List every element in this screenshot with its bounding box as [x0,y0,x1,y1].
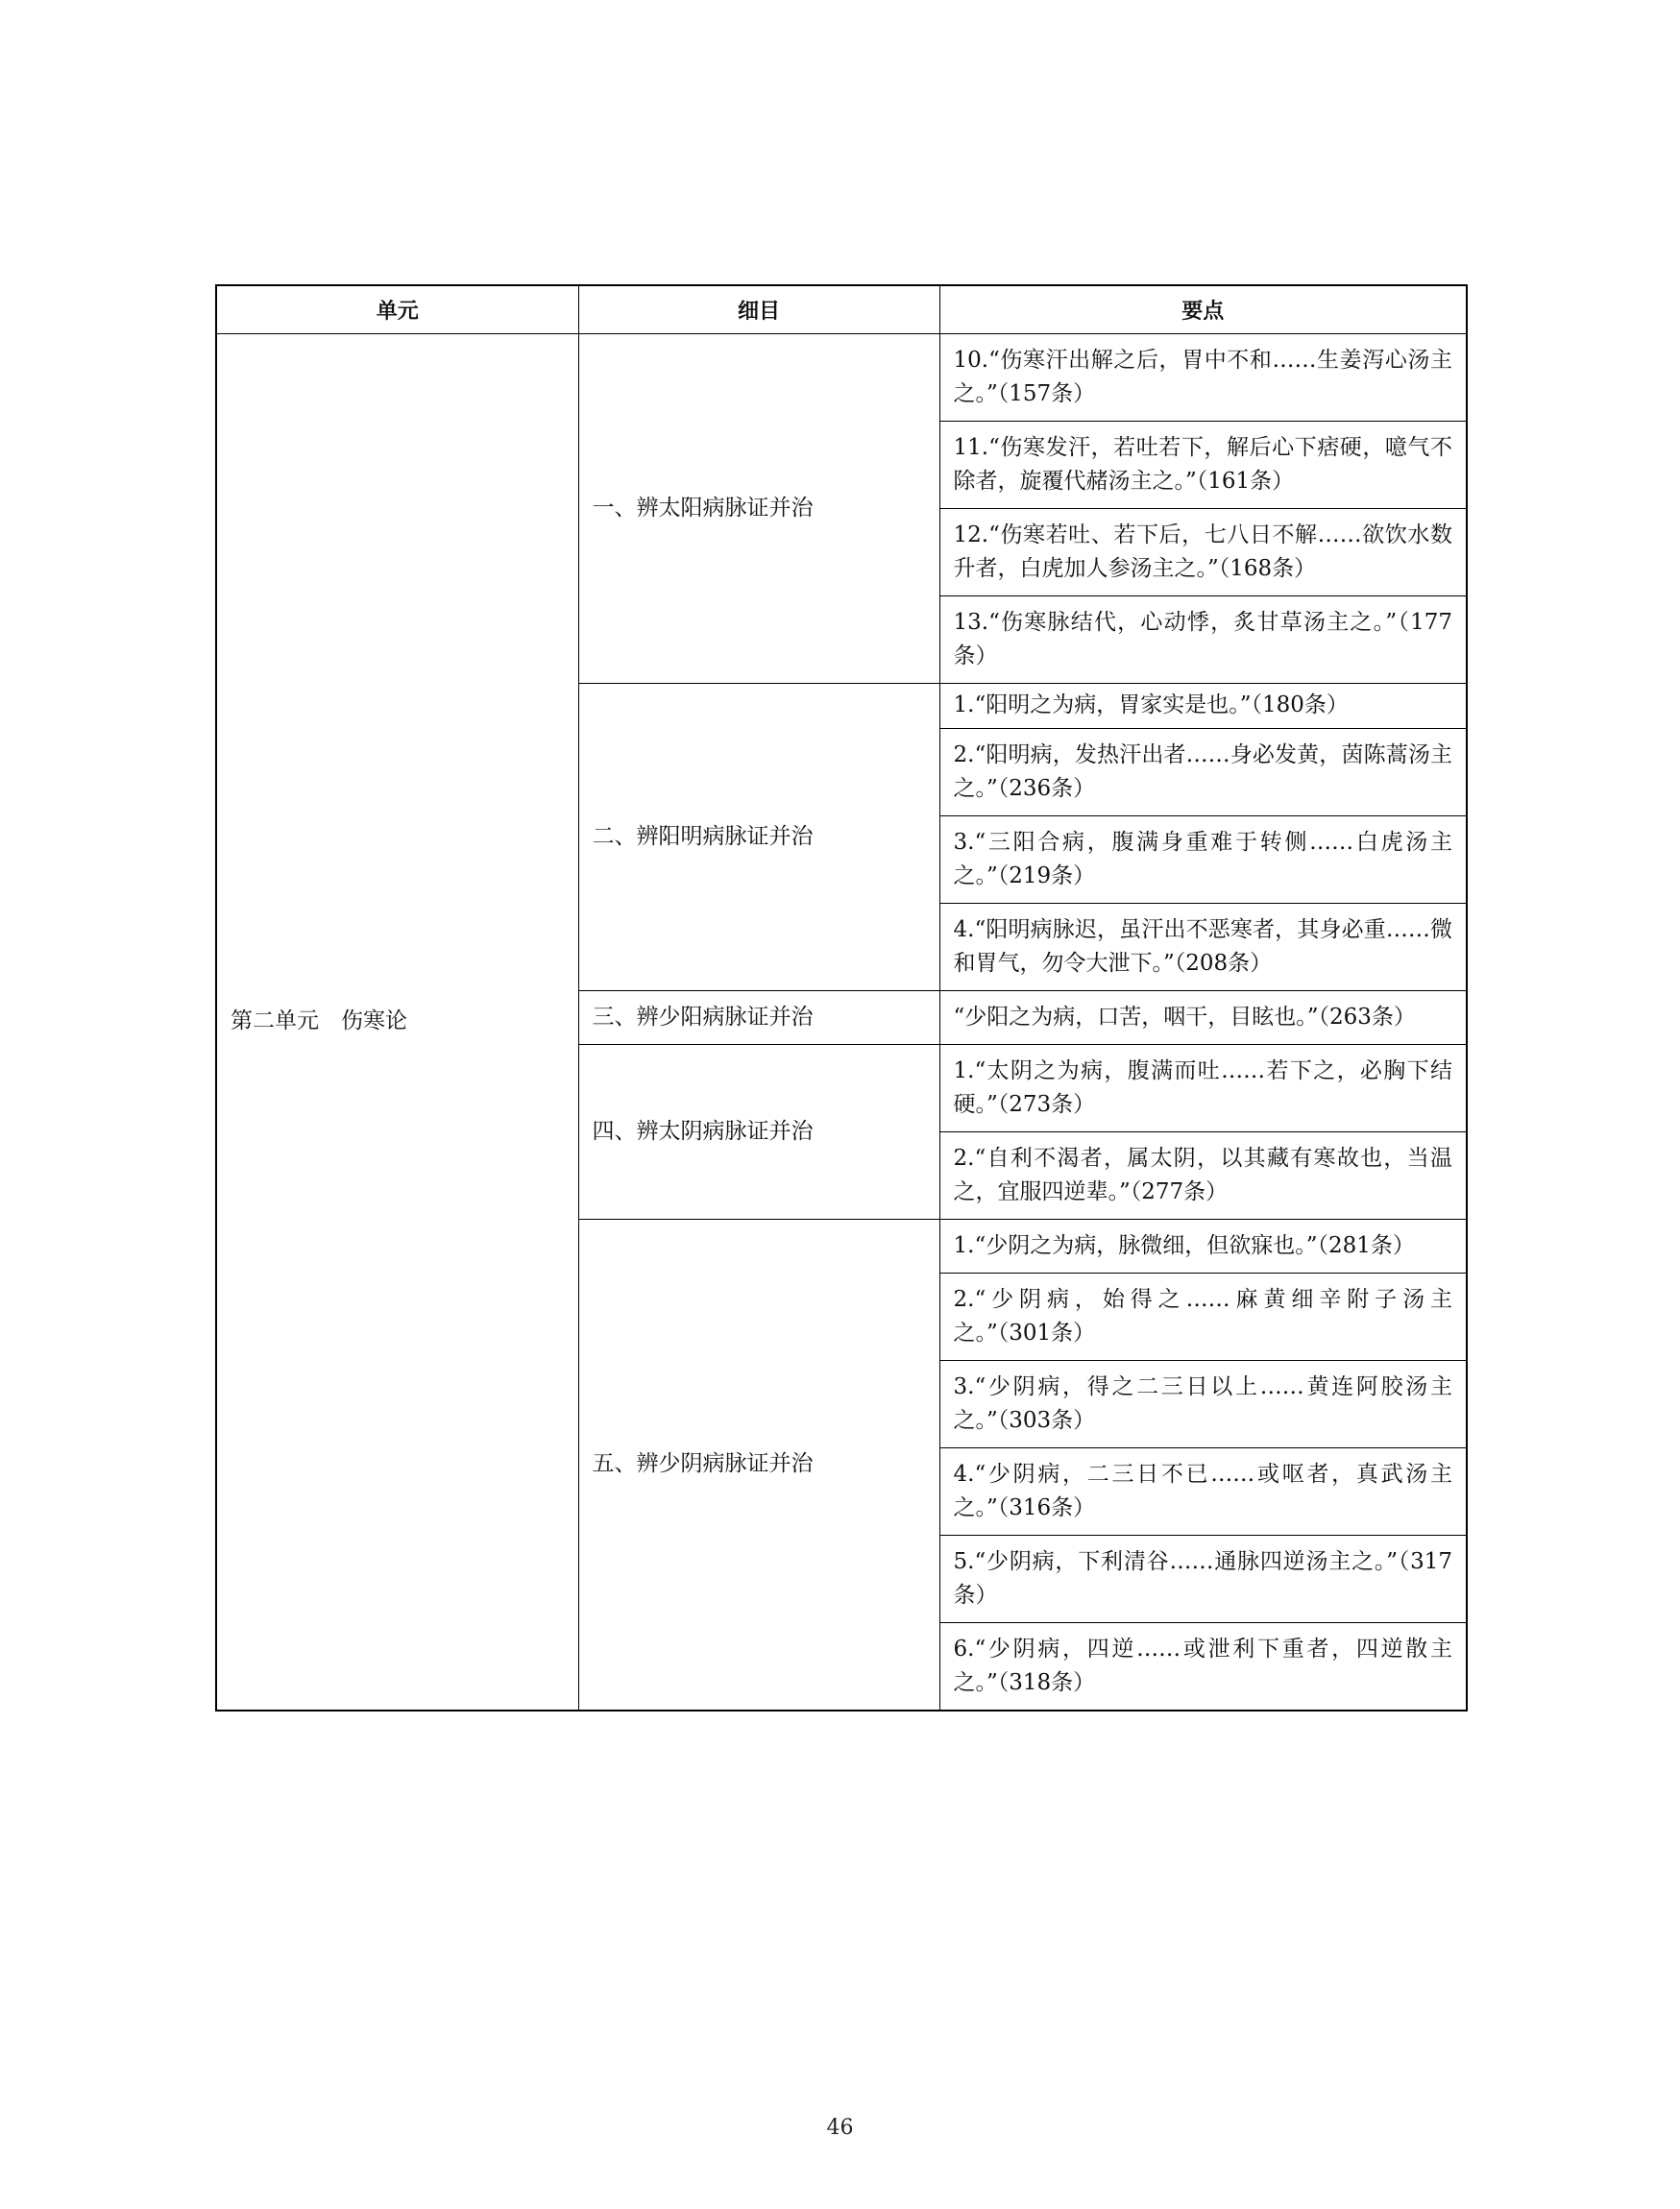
point-cell: 4.“少阴病，二三日不已……或呕者，真武汤主之。”（316条） [939,1447,1467,1535]
header-item: 细目 [578,285,939,333]
item-cell-taiyang: 一、辨太阳病脉证并治 [578,333,939,683]
point-cell: 12.“伤寒若吐、若下后，七八日不解……欲饮水数升者，白虎加人参汤主之。”（168条） [939,508,1467,595]
point-cell: 4.“阳明病脉迟，虽汗出不恶寒者，其身必重……微和胃气，勿令大泄下。”（208条） [939,903,1467,990]
point-cell: 1.“少阴之为病，脉微细，但欲寐也。”（281条） [939,1219,1467,1273]
point-cell: “少阳之为病，口苦，咽干，目眩也。”（263条） [939,990,1467,1044]
point-cell: 2.“自利不渴者，属太阴，以其藏有寒故也，当温之，宜服四逆辈。”（277条） [939,1131,1467,1219]
point-cell: 13.“伤寒脉结代，心动悸，炙甘草汤主之。”（177条） [939,595,1467,683]
syllabus-table [215,284,1468,1711]
item-cell-shaoyin: 五、辨少阴病脉证并治 [578,1219,939,1711]
unit-cell: 第二单元 伤寒论 [216,333,578,1711]
table-header-row [216,285,1467,333]
point-cell: 2.“少阴病，始得之……麻黄细辛附子汤主之。”（301条） [939,1273,1467,1360]
point-cell: 10.“伤寒汗出解之后，胃中不和……生姜泻心汤主之。”（157条） [939,333,1467,421]
point-cell: 3.“三阳合病，腹满身重难于转侧……白虎汤主之。”（219条） [939,815,1467,903]
point-cell: 3.“少阴病，得之二三日以上……黄连阿胶汤主之。”（303条） [939,1360,1467,1447]
point-cell: 5.“少阴病，下利清谷……通脉四逆汤主之。”（317条） [939,1535,1467,1622]
point-cell: 6.“少阴病，四逆……或泄利下重者，四逆散主之。”（318条） [939,1622,1467,1711]
point-cell: 2.“阳明病，发热汗出者……身必发黄，茵陈蒿汤主之。”（236条） [939,728,1467,815]
point-cell: 1.“阳明之为病，胃家实是也。”（180条） [939,683,1467,728]
point-cell: 11.“伤寒发汗，若吐若下，解后心下痞硬，噫气不除者，旋覆代赭汤主之。”（161条） [939,421,1467,508]
header-unit: 单元 [216,285,578,333]
item-cell-taiyin: 四、辨太阴病脉证并治 [578,1044,939,1219]
page-number: 46 [826,2116,854,2140]
point-cell: 1.“太阴之为病，腹满而吐……若下之，必胸下结硬。”（273条） [939,1044,1467,1131]
table-row [216,333,1467,421]
item-cell-shaoyang: 三、辨少阳病脉证并治 [578,990,939,1044]
header-points: 要点 [939,285,1467,333]
item-cell-yangming: 二、辨阳明病脉证并治 [578,683,939,990]
